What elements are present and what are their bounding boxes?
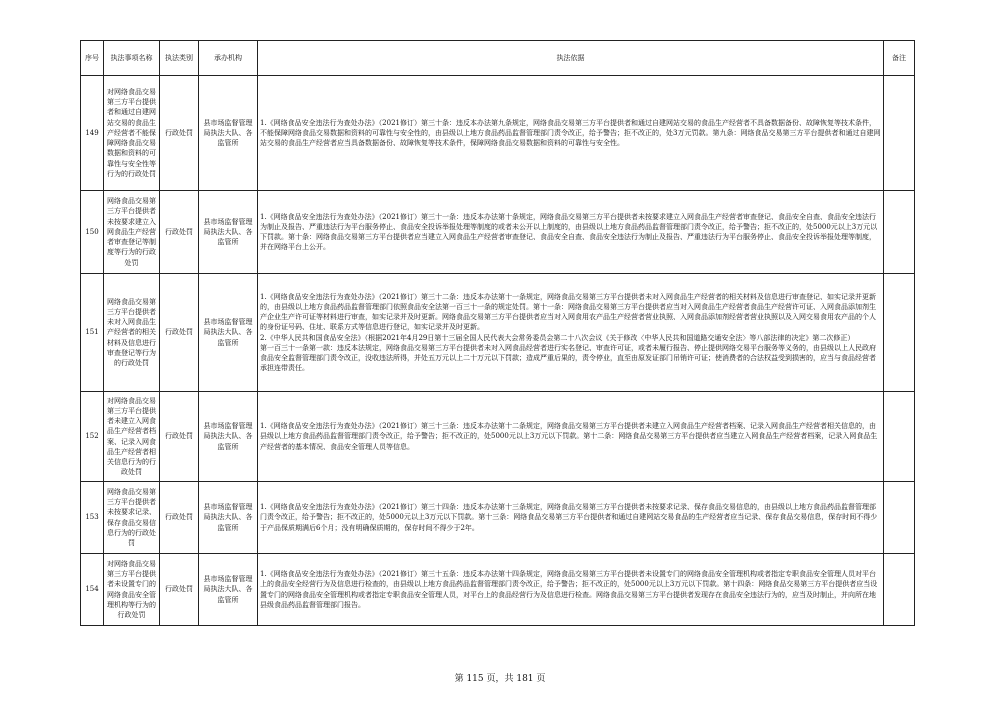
row-category: 行政处罚	[160, 554, 199, 626]
row-agency: 县市场监督管理局执法大队、各监管所	[199, 554, 258, 626]
row-seq: 151	[81, 274, 104, 392]
row-category: 行政处罚	[160, 274, 199, 392]
table-row	[81, 554, 915, 626]
header-basis: 执法依据	[258, 41, 884, 76]
row-basis: 1.《网络食品安全违法行为查处办法》（2021修订）第三十三条：违反本办法第十二条规定，网络食品交易第三方平台提供者未建立入网食品生产经营者档案、记录入网食品生产经营者相关信息的，由县级以上地方食品药品监督管理部门责令改正，给予警告；拒不改正的，处5000元以上3万元以下罚款。第十二条：网络食品交易第三方平台提供者应当建立入网食品生产经营者档案，记录入网食品生产经营者的基本情况、食品安全管理人员等信息。	[258, 392, 884, 482]
row-category: 行政处罚	[160, 482, 199, 554]
header-category: 执法类别	[160, 41, 199, 76]
page-footer: 第 115 页，共 181 页	[454, 674, 546, 684]
row-basis: 1.《网络食品安全违法行为查处办法》（2021修订）第三十条：违反本办法第九条规定，网络食品交易第三方平台提供者和通过自建网站交易的食品生产经营者不具备数据备份、故障恢复等技术条件，不能保障网络食品交易数据和资料的可靠性与安全性的，由县级以上地方食品药品监督管理部门责令改正，给予警告；拒不改正的，处3万元罚款。第九条：网络食品交易第三方平台提供者和通过自建网站交易的食品生产经营者应当具备数据备份、故障恢复等技术条件，保障网络食品交易数据和资料的可靠性与安全性。	[258, 76, 884, 191]
enforcement-table	[80, 40, 915, 626]
header-remark: 备注	[884, 41, 915, 76]
row-seq: 152	[81, 392, 104, 482]
row-remark	[884, 554, 915, 626]
row-item: 对网络食品交易第三方平台提供者未设置专门的网络食品安全管理机构等行为的行政处罚	[104, 554, 160, 626]
row-item: 网络食品交易第三方平台提供者未对入网食品生产经营者的相关材料及信息进行审查登记等行为的行政处罚	[104, 274, 160, 392]
table-row	[81, 482, 915, 554]
row-seq: 150	[81, 191, 104, 274]
row-agency: 县市场监督管理局执法大队、各监管所	[199, 76, 258, 191]
row-agency: 县市场监督管理局执法大队、各监管所	[199, 274, 258, 392]
row-basis: 1.《网络食品安全违法行为查处办法》（2021修订）第三十一条：违反本办法第十条规定，网络食品交易第三方平台提供者未按要求建立入网食品生产经营者审查登记、食品安全自查、食品安全违法行为制止及报告、严重违法行为平台服务停止、食品安全投诉举报处理等制度的或者未公开以上制度的，由县级以上地方食品药品监督管理部门责令改正，给予警告；拒不改正的，处5000元以上3万元以下罚款。第十条：网络食品交易第三方平台提供者应当建立入网食品生产经营者审查登记、食品安全自查、食品安全违法行为制止及报告、严重违法行为平台服务停止、食品安全投诉举报处理等制度，并在网络平台上公开。	[258, 191, 884, 274]
table-row	[81, 191, 915, 274]
row-item: 对网络食品交易第三方平台提供者未建立入网食品生产经营者档案、记录入网食品生产经营者相关信息行为的行政处罚	[104, 392, 160, 482]
header-item: 执法事项名称	[104, 41, 160, 76]
row-remark	[884, 392, 915, 482]
header-agency: 承办机构	[199, 41, 258, 76]
row-agency: 县市场监督管理局执法大队、各监管所	[199, 482, 258, 554]
row-seq: 149	[81, 76, 104, 191]
row-remark	[884, 274, 915, 392]
row-basis: 1.《网络食品安全违法行为查处办法》（2021修订）第三十二条：违反本办法第十一条规定，网络食品交易第三方平台提供者未对入网食品生产经营者的相关材料及信息进行审查登记、如实记录并更新的，由县级以上地方食品药品监督管理部门依照食品安全法第一百三十一条的规定处罚。第十一条：网络食品交易第三方平台提供者应当对入网食品生产经营者食品生产经营许可证、入网食品添加剂生产企业生产许可证等材料进行审查，如实记录并及时更新。网络食品交易第三方平台提供者应当对入网食用农产品生产经营者营业执照、入网食品添加剂经营者营业执照以及入网交易食用农产品的个人的身份证号码、住址、联系方式等信息进行登记，如实记录并及时更新。 2.《中华人民共和国食品安全法》（根据2021年4月29日第十三届全国人民代表大会常务委员会第二十八次会议《关于修改〈中华人民共和国道路交通安全法〉等八部法律的决定》第二次修正） 第一百三十一条第一款：违反本法规定，网络食品交易第三方平台提供者未对入网食品经营者进行实名登记、审查许可证，或者未履行报告、停止提供网络交易平台服务等义务的，由县级以上人民政府食品安全监督管理部门责令改正，没收违法所得，并处五万元以上二十万元以下罚款；造成严重后果的，责令停业，直至由原发证部门吊销许可证；使消费者的合法权益受到损害的，应当与食品经营者承担连带责任。	[258, 274, 884, 392]
table-row	[81, 392, 915, 482]
row-remark	[884, 191, 915, 274]
header-seq: 序号	[81, 41, 104, 76]
row-category: 行政处罚	[160, 392, 199, 482]
table-row	[81, 76, 915, 191]
row-seq: 154	[81, 554, 104, 626]
row-category: 行政处罚	[160, 191, 199, 274]
row-basis: 1.《网络食品安全违法行为查处办法》（2021修订）第三十四条：违反本办法第十三条规定，网络食品交易第三方平台提供者未按要求记录、保存食品交易信息的，由县级以上地方食品药品监督管理部门责令改正，给予警告；拒不改正的，处5000元以上3万元以下罚款。第十三条：网络食品交易第三方平台提供者和通过自建网站交易食品的生产经营者应当记录、保存食品交易信息，保存时间不得少于产品保质期满后6个月；没有明确保质期的，保存时间不得少于2年。	[258, 482, 884, 554]
table-row	[81, 274, 915, 392]
row-item: 网络食品交易第三方平台提供者未按要求记录、保存食品交易信息行为的行政处罚	[104, 482, 160, 554]
row-item: 网络食品交易第三方平台提供者未按要求建立入网食品生产经营者审查登记等制度等行为的行政处罚	[104, 191, 160, 274]
row-remark	[884, 482, 915, 554]
row-remark	[884, 76, 915, 191]
table-header-row	[81, 41, 915, 76]
row-item: 对网络食品交易第三方平台提供者和通过自建网站交易的食品生产经营者不能保障网络食品交易数据和资料的可靠性与安全性等行为的行政处罚	[104, 76, 160, 191]
row-basis: 1.《网络食品安全违法行为查处办法》（2021修订）第三十五条：违反本办法第十四条规定，网络食品交易第三方平台提供者未设置专门的网络食品安全管理机构或者指定专职食品安全管理人员对平台上的食品安全经营行为及信息进行检查的，由县级以上地方食品药品监督管理部门责令改正，给予警告；拒不改正的，处5000元以上3万元以下罚款。第十四条：网络食品交易第三方平台提供者应当设置专门的网络食品安全管理机构或者指定专职食品安全管理人员，对平台上的食品经营行为及信息进行检查。网络食品交易第三方平台提供者发现存在食品安全违法行为的，应当及时制止，并向所在地县级食品药品监督管理部门报告。	[258, 554, 884, 626]
row-agency: 县市场监督管理局执法大队、各监管所	[199, 191, 258, 274]
row-seq: 153	[81, 482, 104, 554]
row-category: 行政处罚	[160, 76, 199, 191]
row-agency: 县市场监督管理局执法大队、各监管所	[199, 392, 258, 482]
